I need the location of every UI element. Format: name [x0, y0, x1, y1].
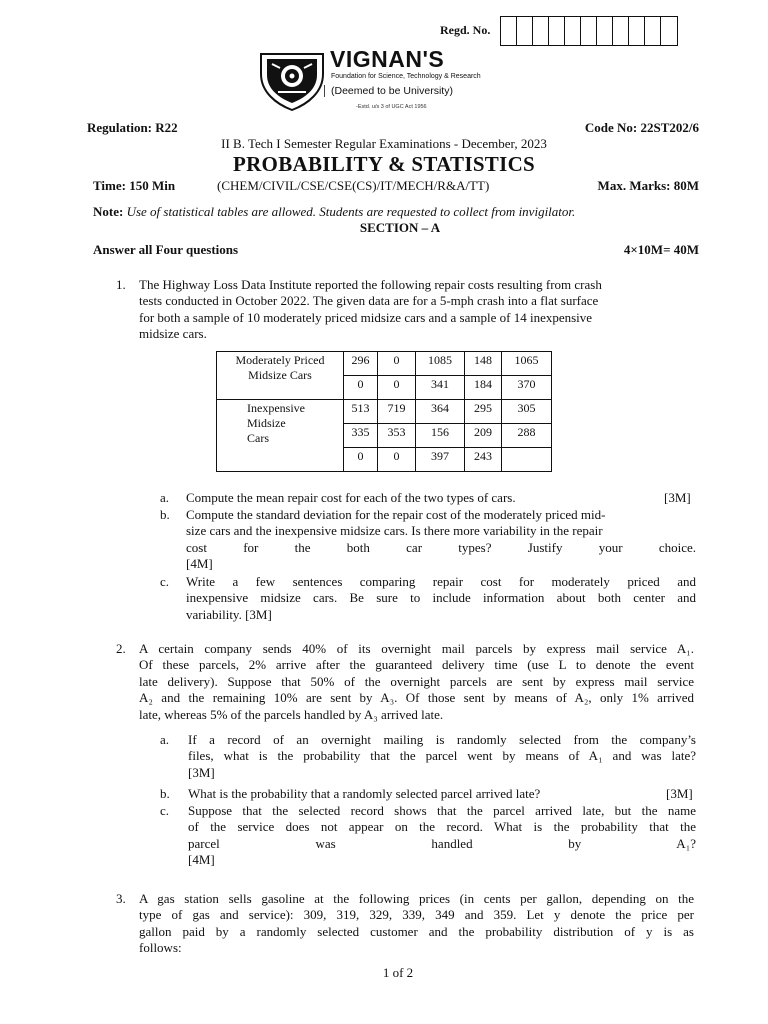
- part-text: Write a few sentences comparing repair cost for moderately priced and inexpensive midsize cars. Be sure to include information about both center and variability. [3M]: [186, 574, 696, 622]
- table-cell: 0: [378, 352, 416, 376]
- table-cell: 288: [502, 424, 552, 448]
- table-cell: 0: [344, 448, 378, 472]
- question-1-text: [139, 277, 694, 343]
- answer-text: Answer all Four questions: [93, 242, 239, 257]
- table-cell: [502, 448, 552, 472]
- max-marks: Max. Marks: 80M: [597, 178, 699, 193]
- answer-instruction: [93, 242, 699, 258]
- table-cell: 295: [465, 400, 502, 424]
- table-cell: 0: [378, 376, 416, 400]
- text-line: Of these parcels, 2% arrive after the guaranteed delivery time (use L to denote the event: [139, 657, 694, 673]
- brand-name: VIGNAN'S: [330, 46, 445, 72]
- moderate-label-cell: Moderately Priced Midsize Cars: [217, 352, 344, 400]
- text-line: A₂ and the remaining 10% are sent by A₃. Of those sent by means of A₂, only 1% arrived: [139, 690, 694, 706]
- text-line: late, whereas 5% of the parcels handled by A₃ arrived late.: [139, 706, 444, 722]
- table-cell: 341: [416, 376, 465, 400]
- part-text: Compute the mean repair cost for each of the two types of cars.: [186, 490, 516, 505]
- brand-tagline: Foundation for Science, Technology & Research: [331, 73, 481, 80]
- table-cell: 397: [416, 448, 465, 472]
- table-cell: 148: [465, 352, 502, 376]
- question-number: 2.: [116, 641, 126, 656]
- exam-meta: [93, 178, 699, 194]
- text-line: follows:: [139, 940, 182, 956]
- exam-title: II B. Tech I Semester Regular Examinations - December, 2023: [221, 136, 547, 151]
- established-note: -Estd. u/s 3 of UGC Act 1956: [356, 104, 427, 110]
- exam-time: Time: 150 Min: [93, 178, 176, 193]
- part-text: What is the probability that a randomly selected parcel arrived late?: [188, 786, 541, 801]
- branches: (CHEM/CIVIL/CSE/CSE(CS)/IT/MECH/R&A/TT): [217, 178, 490, 193]
- table-cell: 243: [465, 448, 502, 472]
- note-text: Use of statistical tables are allowed. Students are requested to collect from invigilator.: [126, 204, 576, 219]
- text-line: midsize cars.: [139, 326, 207, 342]
- table-cell: 156: [416, 424, 465, 448]
- table-cell: 719: [378, 400, 416, 424]
- table-cell: 370: [502, 376, 552, 400]
- part-label: c.: [160, 803, 170, 818]
- part-text: Compute the standard deviation for the repair cost of the moderately priced mid- size cars and the inexpensive midsize cars. Is there more variability in the repair cost for the both car types? Justify your choice. [4M]: [186, 507, 696, 572]
- note-label: Note:: [93, 204, 124, 219]
- question-3-text: [139, 891, 694, 957]
- inexpensive-label-cell: Inexpensive Midsize Cars: [217, 400, 344, 472]
- regulation-line: [87, 120, 699, 136]
- table-cell: 296: [344, 352, 378, 376]
- page-number: 1 of 2: [382, 965, 414, 980]
- regulation: Regulation: R22: [87, 120, 178, 135]
- regd-label: Regd. No.: [440, 23, 491, 37]
- table-cell: 364: [416, 400, 465, 424]
- table-cell: 353: [378, 424, 416, 448]
- regd-number-boxes: [500, 16, 678, 46]
- section-heading: SECTION – A: [359, 220, 441, 235]
- repair-cost-table: [216, 351, 552, 472]
- table-cell: 1085: [416, 352, 465, 376]
- table-cell: 184: [465, 376, 502, 400]
- instructions-note: [93, 204, 575, 220]
- table-cell: 0: [344, 376, 378, 400]
- part-marks: [3M]: [666, 786, 693, 801]
- text-line: type of gas and service): 309, 319, 329, 339, 349 and 359. Let y denote the price per: [139, 907, 694, 923]
- answer-marks: 4×10M= 40M: [623, 242, 699, 257]
- text-line: late delivery). Suppose that 50% of the overnight parcels are sent by express mail service: [139, 673, 694, 689]
- table-cell: 513: [344, 400, 378, 424]
- table-row: [217, 400, 552, 424]
- text-line: A gas station sells gasoline at the following prices (in cents per gallon, depending on the: [139, 891, 694, 906]
- question-number: 1.: [116, 277, 126, 292]
- part-label: b.: [160, 507, 170, 522]
- question-2-text: [139, 641, 694, 723]
- part-label: b.: [160, 786, 170, 801]
- text-line: for both a sample of 10 moderately priced midsize cars and a sample of 14 inexpensive: [139, 309, 593, 325]
- text-line: The Highway Loss Data Institute reported the following repair costs resulting from crash: [139, 277, 602, 292]
- text-line: gallon paid by a randomly selected customer and the probability distribution of y is as: [139, 923, 694, 939]
- part-marks: [3M]: [664, 490, 691, 505]
- question-number: 3.: [116, 891, 126, 906]
- subject-title: PROBABILITY & STATISTICS: [232, 152, 536, 176]
- table-cell: 1065: [502, 352, 552, 376]
- table-cell: 335: [344, 424, 378, 448]
- part-label: a.: [160, 732, 170, 747]
- part-label: a.: [160, 490, 170, 505]
- table-row: [217, 352, 552, 376]
- part-text: Suppose that the selected record shows that the parcel arrived late, but the name of the service does not appear on the record. What is the probability that the parcel was handled by A₁? [4M]: [188, 803, 696, 868]
- part-label: c.: [160, 574, 170, 589]
- text-line: tests conducted in October 2022. The given data are for a 5-mph crash into a flat surface: [139, 293, 599, 309]
- deemed-university: (Deemed to be University): [324, 85, 453, 97]
- table-cell: 0: [378, 448, 416, 472]
- code-number: Code No: 22ST202/6: [584, 120, 699, 135]
- table-cell: 209: [465, 424, 502, 448]
- part-text: If a record of an overnight mailing is randomly selected from the company’s files, what is the probability that the parcel went by means of A₁ and was late? [3M]: [188, 732, 696, 780]
- table-cell: 305: [502, 400, 552, 424]
- text-line: A certain company sends 40% of its overnight mail parcels by express mail service A₁.: [139, 641, 694, 656]
